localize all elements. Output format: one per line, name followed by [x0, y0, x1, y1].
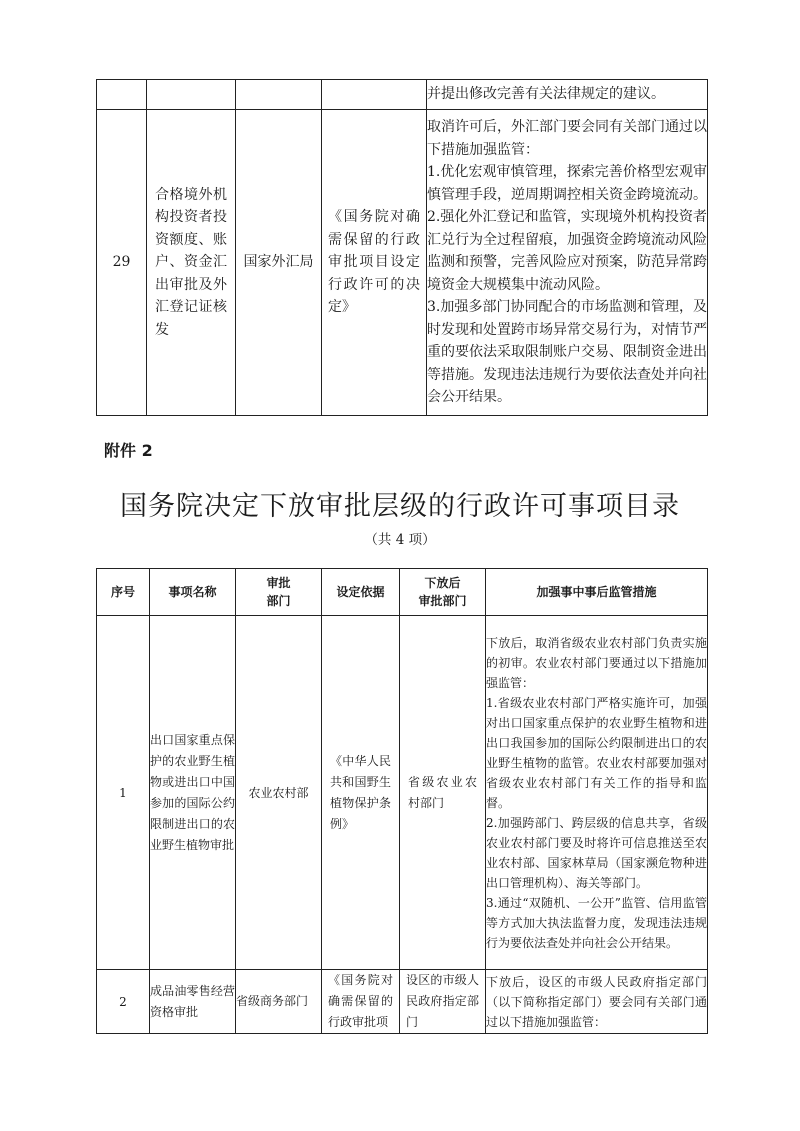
- measure-paragraph: 3.加强多部门协同配合的市场监测和管理，及时发现和处置跨市场异常交易行为，对情节严重的要依法采取限制账户交易、限制资金进出等措施。发现违法违规行为要依法查处并向社会公开结果。: [427, 299, 707, 406]
- col-header-no: 序号: [97, 569, 150, 616]
- row-number: 1: [97, 616, 150, 970]
- item-name: 成品油零售经营资格审批: [150, 970, 236, 1034]
- approval-dept: 省级商务部门: [236, 970, 322, 1034]
- page-title: 国务院决定下放审批层级的行政许可事项目录: [120, 491, 680, 522]
- after-approval-dept: 设区的市级人民政府指定部门: [400, 970, 486, 1034]
- measure-paragraph: 取消许可后，外汇部门要会同有关部门通过以下措施加强监管：: [427, 119, 707, 158]
- measure-paragraph: 3.通过“双随机、一公开”监管、信用监管等方式加大执法监督力度，发现违法违规行为要依法查处并向社会公开结果。: [486, 895, 707, 950]
- legal-basis: 《中华人民共和国野生植物保护条例》: [322, 616, 400, 970]
- col-header-after-dept: 下放后 审批部门: [400, 569, 486, 616]
- measure-paragraph: 下放后，设区的市级人民政府指定部门（以下简称指定部门）要会同有关部门通过以下措施加强监管：: [486, 974, 707, 1029]
- measure-paragraph: 2.强化外汇登记和监管，实现境外机构投资者汇兑行为全过程留痕，加强资金跨境流动风险监测和预警，完善风险应对预案，防范异常跨境资金大规模集中流动风险。: [427, 209, 707, 293]
- page-subtitle: （共 4 项）: [364, 532, 436, 548]
- col-header-basis: 设定依据: [322, 569, 400, 616]
- table-row: [97, 80, 708, 110]
- approval-dept: 国家外汇局: [236, 110, 322, 416]
- item-name: 出口国家重点保护的农业野生植物或进出口中国参加的国际公约限制进出口的农业野生植物审批: [150, 616, 236, 970]
- row-number: 29: [97, 110, 147, 416]
- col-header-measures: 加强事中事后监管措施: [486, 569, 708, 616]
- table-row: [97, 970, 708, 1034]
- approval-items-table: [96, 568, 708, 1034]
- supervision-measures: [486, 616, 708, 970]
- supervision-measures: [427, 110, 708, 416]
- measure-tail: 并提出修改完善有关法律规定的建议。: [427, 80, 708, 110]
- measure-paragraph: 1.优化宏观审慎管理，探索完善价格型宏观审慎管理手段，逆周期调控相关资金跨境流动。: [427, 164, 707, 203]
- after-approval-dept: 省级农业农村部门: [400, 616, 486, 970]
- previous-table: [96, 79, 708, 416]
- measure-paragraph: 1.省级农业农村部门严格实施许可，加强对出口国家重点保护的农业野生植物和进出口我国参加的国际公约限制进出口的农业野生植物的监管。农业农村部要加强对省级农业农村部门有关工作的指导和监督。: [486, 695, 707, 810]
- approval-dept: 农业农村部: [236, 616, 322, 970]
- attachment-label: 附件 2: [104, 441, 153, 460]
- item-name: 合格境外机构投资者投资额度、账户、资金汇出审批及外汇登记证核发: [147, 110, 236, 416]
- measure-paragraph: 下放后，取消省级农业农村部门负责实施的初审。农业农村部门要通过以下措施加强监管：: [486, 635, 707, 690]
- table-row: [97, 616, 708, 970]
- col-header-dept: 审批 部门: [236, 569, 322, 616]
- row-number: 2: [97, 970, 150, 1034]
- col-header-item: 事项名称: [150, 569, 236, 616]
- measure-paragraph: 2.加强跨部门、跨层级的信息共享，省级农业农村部门要及时将许可信息推送至农业农村部、国家林草局（国家濒危物种进出口管理机构）、海关等部门。: [486, 815, 707, 890]
- legal-basis: 《国务院对确需保留的行政审批项: [322, 970, 400, 1034]
- table-header-row: [97, 569, 708, 616]
- supervision-measures: [486, 970, 708, 1034]
- legal-basis: 《国务院对确需保留的行政审批项目设定行政许可的决定》: [322, 110, 427, 416]
- table-row: [97, 110, 708, 416]
